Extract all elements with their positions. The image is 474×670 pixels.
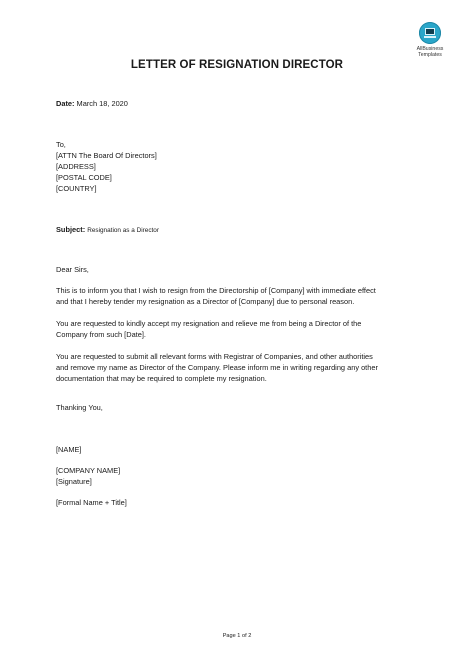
laptop-icon [419,22,441,44]
greeting: Dear Sirs, [56,265,89,274]
subject-label: Subject: [56,225,86,234]
address-line-address: [ADDRESS] [56,162,96,171]
date-line [56,99,128,110]
to-line: To, [56,140,66,149]
logo-text-line2: Templates [418,52,442,58]
address-line-attn: [ATTN The Board Of Directors] [56,151,157,160]
closing: Thanking You, [56,403,103,412]
paragraph-1-line-2: and that I hereby tender my resignation as a Director of [Company] due to personal reason. [56,297,355,306]
paragraph-3-line-3: documentation that may be required to complete my resignation. [56,374,267,383]
address-line-postal-code: [POSTAL CODE] [56,173,112,182]
signature-placeholder: [Signature] [56,477,92,486]
paragraph-2-line-2: Company from such [Date]. [56,330,146,339]
address-line-country: [COUNTRY] [56,184,97,193]
date-value: March 18, 2020 [76,99,128,108]
page-number: Page 1 of 2 [222,633,252,639]
allbusiness-logo[interactable] [408,22,452,58]
paragraph-1-line-1: This is to inform you that I wish to resign from the Directorship of [Company] with immediate effect [56,286,376,295]
letter-title: LETTER OF RESIGNATION DIRECTOR [130,59,344,71]
date-label: Date: [56,99,75,108]
signer-name: [NAME] [56,445,82,454]
paragraph-3-line-2: and remove my name as Director of the Company. Please inform me in writing regarding any other [56,363,378,372]
paragraph-3-line-1: You are requested to submit all relevant forms with Registrar of Companies, and other authorities [56,352,373,361]
paragraph-2-line-1: You are requested to kindly accept my resignation and relieve me from being a Director of the [56,319,362,328]
subject-line [56,225,159,237]
company-name: [COMPANY NAME] [56,466,121,475]
formal-name-title: [Formal Name + Title] [56,498,127,507]
subject-value: Resignation as a Director [87,227,159,234]
logo-text-line1: AllBusiness [416,46,444,52]
